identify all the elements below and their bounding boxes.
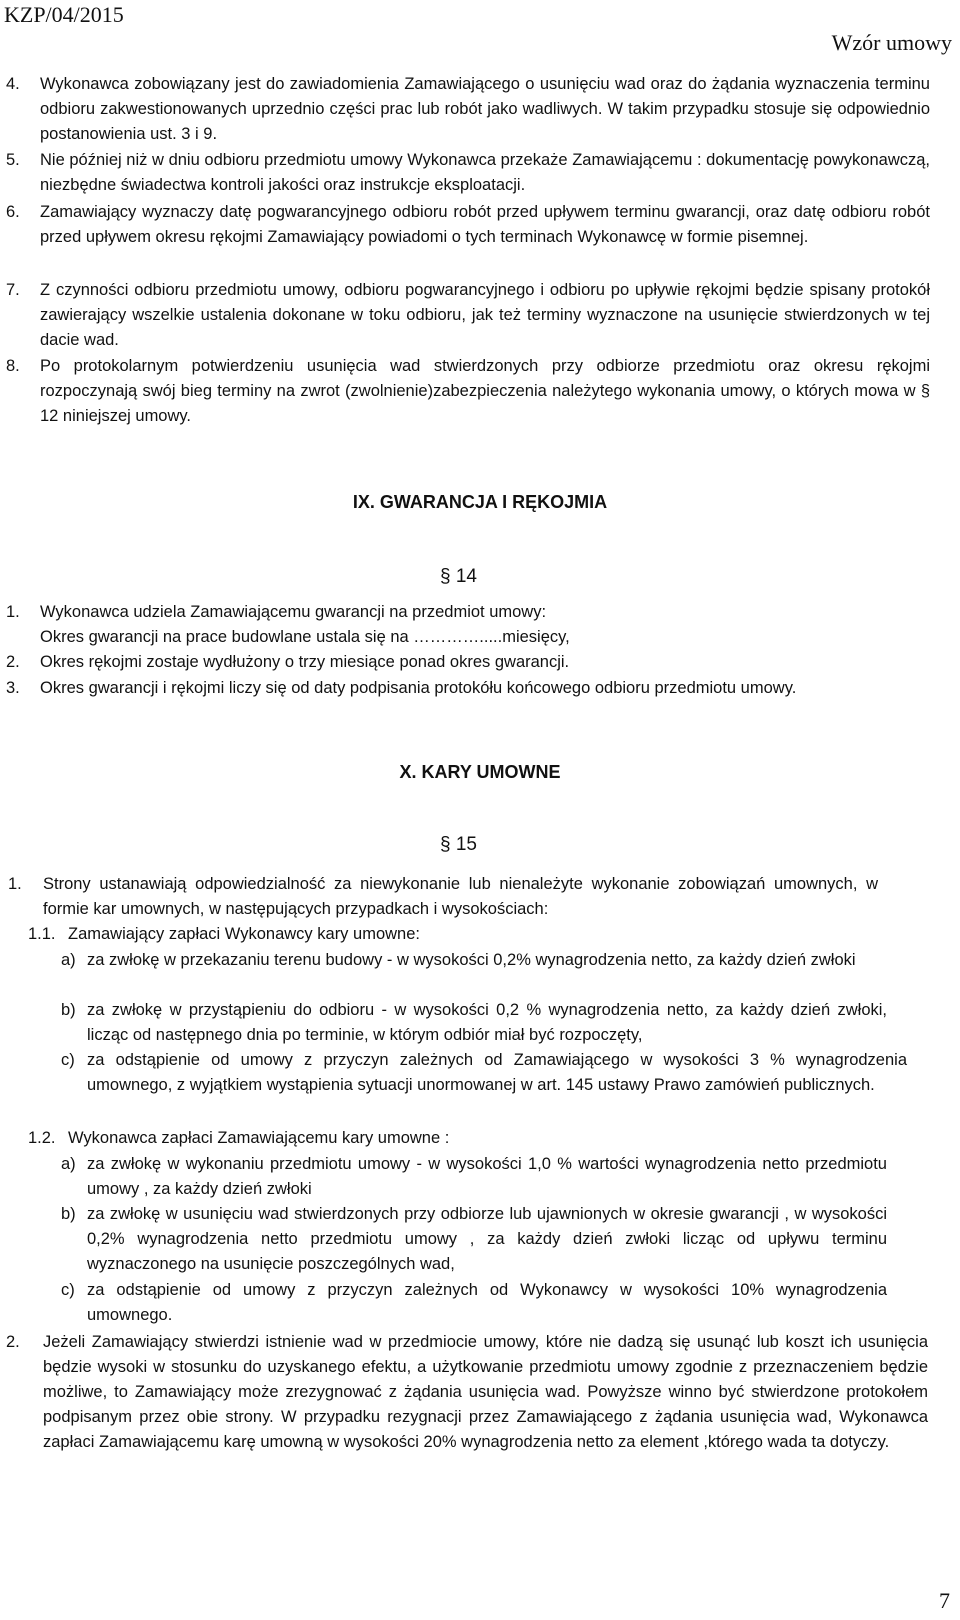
list-item [61, 1278, 887, 1328]
list-item [6, 676, 797, 701]
paragraph-sign-14: § 14 [440, 566, 477, 587]
section-title-warranty: IX. GWARANCJA I RĘKOJMIA [352, 492, 608, 512]
paragraph-item [6, 200, 930, 250]
document-type-label: Wzór umowy [831, 30, 952, 55]
list-item [6, 600, 570, 650]
item-number: 5. [6, 151, 20, 169]
item-number: 4. [6, 75, 20, 93]
item-number: 2. [6, 653, 20, 671]
item-number: 7. [6, 281, 20, 299]
document-code: KZP/04/2015 [4, 2, 124, 27]
paragraph-item [6, 278, 930, 353]
paragraph-item [8, 872, 878, 922]
item-text: za zwłokę w usunięciu wad stwierdzonych przy odbiorze lub ujawnionych w okresie gwarancji , w wysokości 0,2% wynagrodzenia netto przedmiotu umowy , za każdy dzień zwłoki licząc od upływu terminu wyznaczonego na usunięcie poszczególnych wad, [87, 1205, 887, 1273]
item-text: Zamawiający zapłaci Wykonawcy kary umowne: [68, 925, 420, 943]
item-letter: b) [61, 1001, 76, 1019]
item-text: Z czynności odbioru przedmiotu umowy, odbioru pogwarancyjnego i odbioru po upływie rękojmi będzie spisany protokół zawierający wszelkie ustalenia dokonane w toku odbioru, jak też terminy wyznaczone na usunięcie stwierdzonych w tej dacie wad. [40, 281, 930, 349]
subsection-heading [28, 1126, 450, 1151]
item-text: za zwłokę w wykonaniu przedmiotu umowy - w wysokości 1,0 % wartości wynagrodzenia netto przedmiotu umowy , za każdy dzień zwłoki [87, 1155, 887, 1198]
item-letter: c) [61, 1281, 75, 1299]
item-text: Zamawiający wyznaczy datę pogwarancyjnego odbioru robót przed upływem terminu gwarancji, oraz datę odbioru robót przed upływem okresu rękojmi Zamawiający powiadomi o tych terminach Wykonawcę w formie pisemnej. [40, 203, 930, 246]
page-number: 7 [939, 1588, 950, 1613]
item-text: Wykonawca zapłaci Zamawiającemu kary umowne : [68, 1129, 450, 1147]
paragraph-sign-15: § 15 [440, 834, 477, 855]
paragraph-item [6, 354, 930, 429]
item-text: Po protokolarnym potwierdzeniu usunięcia wad stwierdzonych przy odbiorze przedmiotu oraz okresu rękojmi rozpoczynają swój bieg terminy na zwrot (zwolnienie)zabezpieczenia należytego wykonania umowy, o których mowa w § 12 niniejszej umowy. [40, 357, 930, 425]
list-item [61, 1202, 887, 1277]
item-text: Okres gwarancji na prace budowlane ustala się na ………….....miesięcy, [40, 628, 570, 646]
list-item [6, 650, 570, 675]
subsection-heading [28, 922, 420, 947]
item-text: Okres rękojmi zostaje wydłużony o trzy miesiące ponad okres gwarancji. [40, 653, 570, 671]
item-text: Strony ustanawiają odpowiedzialność za niewykonanie lub nienależyte wykonanie zobowiązań umownych, w formie kar umownych, w następujących przypadkach i wysokościach: [43, 875, 878, 918]
item-number: 3. [6, 679, 20, 697]
section-title-penalties: X. KARY UMOWNE [399, 762, 561, 782]
list-item [61, 948, 887, 973]
list-item [61, 1048, 907, 1098]
paragraph-item [6, 72, 930, 147]
item-text: Wykonawca zobowiązany jest do zawiadomienia Zamawiającego o usunięciu wad oraz do żądania wyznaczenia terminu odbioru zakwestionowanych uprzednio części prac lub robót jako wadliwych. W takim przypadku stosuje się odpowiednio postanowienia ust. 3 i 9. [40, 75, 930, 143]
item-text: Nie później niż w dniu odbioru przedmiotu umowy Wykonawca przekaże Zamawiającemu : dokumentację powykonawczą, niezbędne świadectwa kontroli jakości oraz instrukcje eksploatacji. [40, 151, 930, 194]
item-text: Okres gwarancji i rękojmi liczy się od daty podpisania protokółu końcowego odbioru przedmiotu umowy. [40, 679, 797, 697]
item-letter: c) [61, 1051, 75, 1069]
item-number: 1.2. [28, 1129, 56, 1147]
item-number: 1.1. [28, 925, 56, 943]
paragraph-item [6, 148, 930, 198]
paragraph-item [6, 1330, 928, 1455]
item-number: 6. [6, 203, 20, 221]
item-number: 1. [6, 603, 20, 621]
item-letter: a) [61, 1155, 76, 1173]
item-letter: a) [61, 951, 76, 969]
item-letter: b) [61, 1205, 76, 1223]
item-number: 2. [6, 1333, 20, 1351]
item-text: za odstąpienie od umowy z przyczyn zależnych od Zamawiającego w wysokości 3 % wynagrodzenia umownego, z wyjątkiem wystąpienia sytuacji unormowanej w art. 145 ustawy Prawo zamówień publicznych. [87, 1051, 907, 1094]
item-text: Jeżeli Zamawiający stwierdzi istnienie wad w przedmiocie umowy, które nie dadzą się usunąć lub koszt ich usunięcia będzie wysoki w stosunku do uzyskanego efektu, a użytkowanie przedmiotu umowy zgodnie z przeznaczeniem będzie możliwe, to Zamawiający może zrezygnować z żądania usunięcia wad. Powyższe winno być stwierdzone protokołem podpisanym przez obie strony. W przypadku rezygnacji przez Zamawiającego z żądania usunięcia wad, Wykonawca zapłaci Zamawiającemu karę umowną w wysokości 20% wynagrodzenia netto za element ,którego wada ta dotyczy. [43, 1333, 928, 1451]
item-number: 1. [8, 875, 22, 893]
item-text: za zwłokę w przekazaniu terenu budowy - w wysokości 0,2% wynagrodzenia netto, za każdy dzień zwłoki [87, 951, 856, 969]
list-item [61, 1152, 887, 1202]
item-text: za zwłokę w przystąpieniu do odbioru - w wysokości 0,2 % wynagrodzenia netto, za każdy dzień zwłoki, licząc od następnego dnia po terminie, w którym odbiór miał być rozpoczęty, [87, 1001, 887, 1044]
item-text: za odstąpienie od umowy z przyczyn zależnych od Wykonawcy w wysokości 10% wynagrodzenia umownego. [87, 1281, 887, 1324]
item-text: Wykonawca udziela Zamawiającemu gwarancji na przedmiot umowy: [40, 603, 547, 621]
list-item [61, 998, 887, 1048]
item-number: 8. [6, 357, 20, 375]
